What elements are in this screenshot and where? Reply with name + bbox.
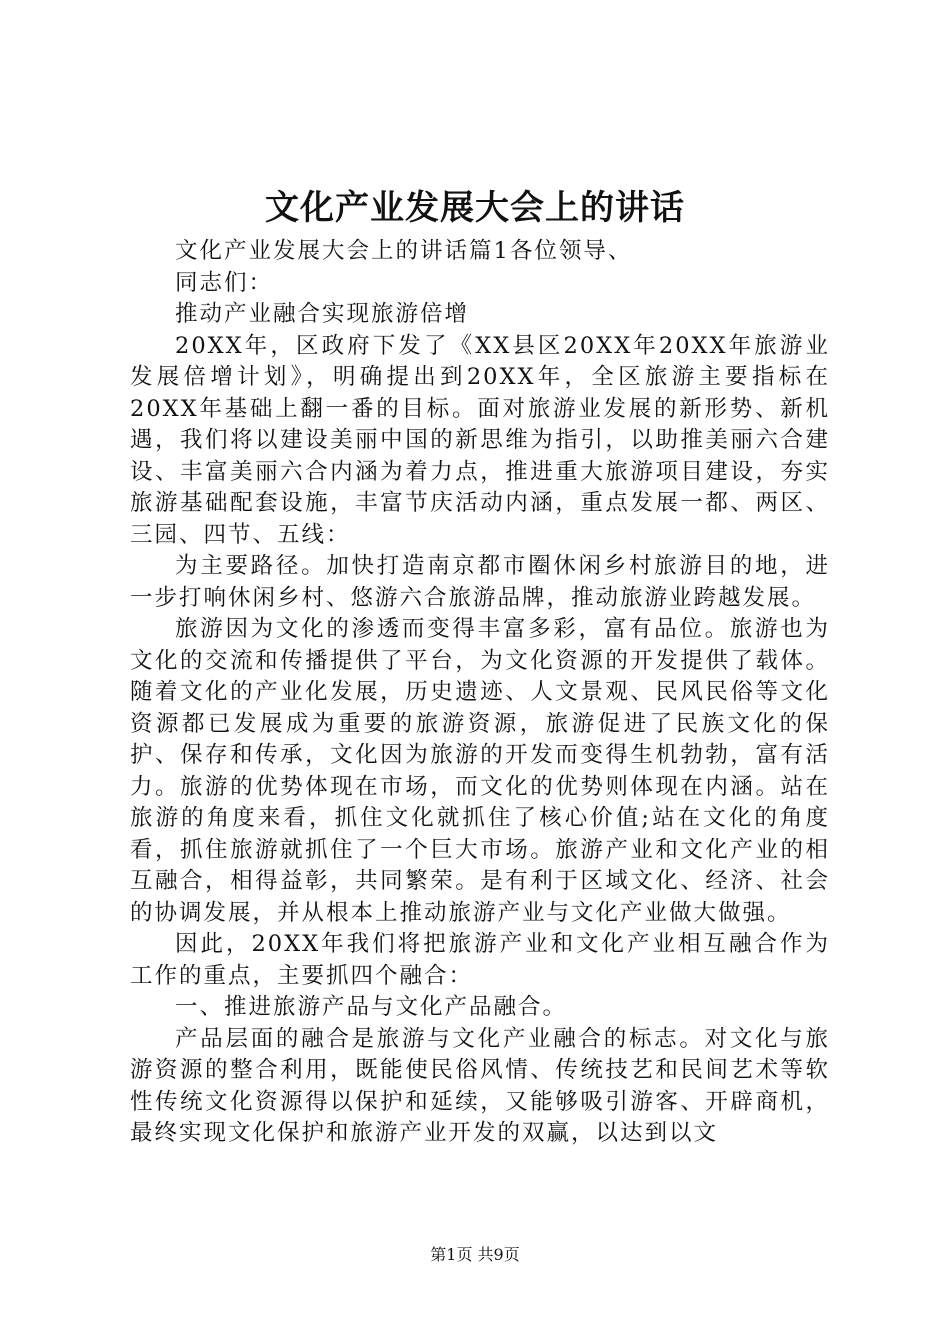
paragraph: 20XX年，区政府下发了《XX县区20XX年20XX年旅游业发展倍增计划》，明确提出到20XX年，全区旅游主要指标在20XX年基础上翻一番的目标。面对旅游业发展的新形势、新机遇，我们将以建设美丽中国的新思维为指引，以助推美丽六合建设、丰富美丽六合内涵为着力点，推进重大旅游项目建设，夯实旅游基础配套设施，丰富节庆活动内涵，重点发展一都、两区、三园、四节、五线：: [130, 332, 830, 548]
document-body: [130, 236, 830, 1150]
paragraph: 一、推进旅游产品与文化产品融合。: [175, 994, 568, 1020]
paragraph: 为主要路径。加快打造南京都市圈休闲乡村旅游目的地，进一步打响休闲乡村、悠游六合旅游品牌，推动旅游业跨越发展。: [130, 553, 830, 611]
paragraph: 推动产业融合实现旅游倍增: [175, 301, 470, 327]
paragraph: 产品层面的融合是旅游与文化产业融合的标志。对文化与旅游资源的整合利用，既能使民俗风情、传统技艺和民间艺术等软性传统文化资源得以保护和延续，又能够吸引游客、开辟商机，最终实现文化保护和旅游产业开发的双赢，以达到以文: [130, 1025, 830, 1146]
paragraph: 因此，20XX年我们将把旅游产业和文化产业相互融合作为工作的重点，主要抓四个融合：: [130, 931, 830, 989]
paragraph: 文化产业发展大会上的讲话篇1各位领导、: [175, 238, 633, 264]
paragraph: 同志们：: [175, 269, 274, 296]
paragraph: 旅游因为文化的渗透而变得丰富多彩，富有品位。旅游也为文化的交流和传播提供了平台，为文化资源的开发提供了载体。随着文化的产业化发展，历史遗迹、人文景观、民风民俗等文化资源都已发展成为重要的旅游资源，旅游促进了民族文化的保护、保存和传承，文化因为旅游的开发而变得生机勃勃，富有活力。旅游的优势体现在市场，而文化的优势则体现在内涵。站在旅游的角度来看，抓住文化就抓住了核心价值;站在文化的角度看，抓住旅游就抓住了一个巨大市场。旅游产业和文化产业的相互融合，相得益彰，共同繁荣。是有利于区域文化、经济、社会的协调发展，并从根本上推动旅游产业与文化产业做大做强。: [130, 616, 830, 926]
page-number-footer: 第1页 共9页: [430, 1245, 520, 1264]
document-title: 文化产业发展大会上的讲话: [265, 188, 685, 228]
